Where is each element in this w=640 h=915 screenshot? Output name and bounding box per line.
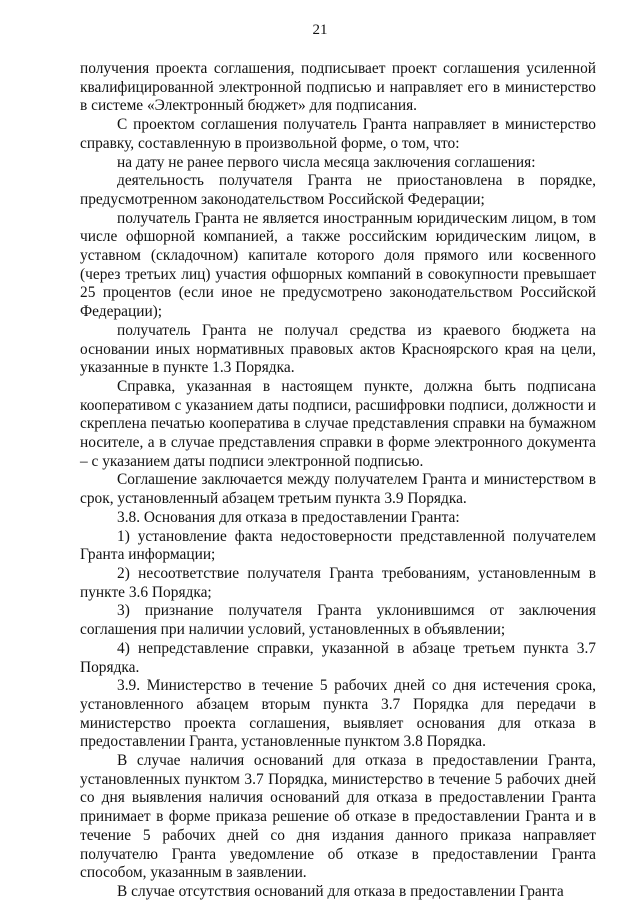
paragraph: В случае отсутствия оснований для отказа в предоставлении Гранта	[117, 882, 564, 900]
paragraph: В случае наличия оснований для отказа в предоставлении Гранта, установленных пунктом 3.7 Порядка, министерство в течение 5 рабочих дней со дня выявления наличия оснований для отказа в предоставлении Гранта принимает в форме приказа решение об отказе в предоставлении Гранта и в течение 5 рабочих дней со дня издания данного приказа направляет получателю Гранта уведомление об отказе в предоставлении Гранта способом, указанным в заявлении.	[80, 752, 596, 882]
list-item: 2) несоответствие получателя Гранта требованиям, установленным в пункте 3.6 Порядка;	[80, 564, 596, 601]
paragraph: на дату не ранее первого числа месяца заключения соглашения:	[117, 153, 536, 171]
paragraph: получатель Гранта не получал средства из краевого бюджета на основании иных нормативных правовых актов Красноярского края на цели, указанные в пункте 1.3 Порядка.	[80, 321, 596, 377]
paragraph: Справка, указанная в настоящем пункте, должна быть подписана кооперативом с указанием даты подписи, расшифровки подписи, должности и скреплена печатью кооператива в случае представления справки на бумажном носителе, а в случае представления справки в форме электронного документа – с указанием даты подписи электронной подписью.	[80, 377, 596, 470]
section-heading: 3.8. Основания для отказа в предоставлении Гранта:	[117, 508, 460, 526]
list-item: 3) признание получателя Гранта уклонившимся от заключения соглашения при наличии условий, установленных в объявлении;	[80, 602, 596, 639]
list-item: 4) непредставление справки, указанной в абзаце третьем пункта 3.7 Порядка.	[80, 639, 596, 676]
paragraph-continuation: получения проекта соглашения, подписывает проект соглашения усиленной квалифицированной электронной подписью и направляет его в министерство в системе «Электронный бюджет» для подписания.	[80, 60, 596, 115]
document-body	[80, 60, 596, 902]
paragraph: Соглашение заключается между получателем Гранта и министерством в срок, установленный абзацем третьим пункта 3.9 Порядка.	[80, 471, 596, 508]
paragraph: С проектом соглашения получатель Гранта направляет в министерство справку, составленную в произвольной форме, о том, что:	[80, 116, 596, 152]
paragraph: деятельность получателя Гранта не приостановлена в порядке, предусмотренном законодательством Российской Федерации;	[80, 172, 596, 208]
paragraph: 3.9. Министерство в течение 5 рабочих дней со дня истечения срока, установленного абзацем вторым пункта 3.7 Порядка для передачи в министерство проекта соглашения, выявляет основания для отказа в предоставлении Гранта, установленные пунктом 3.8 Порядка.	[80, 677, 596, 751]
paragraph: получатель Гранта не является иностранным юридическим лицом, в том числе офшорной компанией, а также российским юридическим лицом, в уставном (складочном) капитале которого доля прямого или косвенного (через третьих лиц) участия офшорных компаний в совокупности превышает 25 процентов (если иное не предусмотрено законодательством Российской Федерации);	[80, 209, 596, 321]
page-number: 21	[312, 22, 328, 38]
list-item: 1) установление факта недостоверности представленной получателем Гранта информации;	[80, 527, 596, 564]
